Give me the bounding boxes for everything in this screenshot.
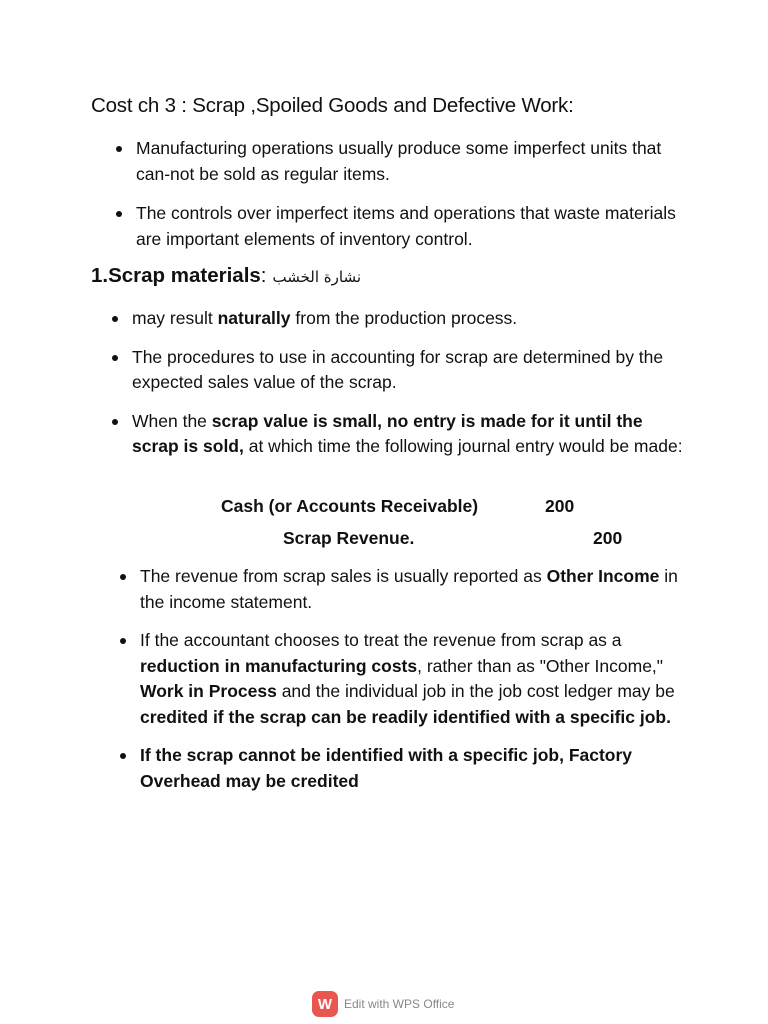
bullet-bold-text: If the scrap cannot be identified with a specific job, Factory Overhead may be credited <box>140 745 633 791</box>
bullet-dot <box>112 316 118 322</box>
bullet-text: may result <box>132 308 218 328</box>
list-item <box>140 564 700 615</box>
bullet-dot <box>120 638 126 644</box>
bullet-dot <box>112 419 118 425</box>
document-title: Cost ch 3 : Scrap ,Spoiled Goods and Defective Work: <box>91 94 574 117</box>
bullet-text: at which time the following journal entry would be made: <box>243 436 683 456</box>
bullet-text: , rather than as "Other Income," <box>417 655 663 676</box>
bullet-dot <box>120 753 126 759</box>
bullet-text: and the individual job in the job cost ledger may be <box>276 681 675 701</box>
bullet-dot <box>116 146 122 152</box>
journal-debit-account: Cash (or Accounts Receivable) <box>221 496 479 516</box>
wps-footer[interactable] <box>312 990 454 1018</box>
list-item <box>136 136 696 187</box>
journal-credit-amount: 200 <box>593 528 623 548</box>
bullet-text: When the <box>132 410 212 431</box>
bullet-text: from the production process. <box>290 308 518 328</box>
list-item <box>136 201 696 252</box>
bullet-bold-text: Other Income <box>546 566 660 586</box>
bullet-bold-text: Work in Process <box>140 681 277 701</box>
list-item <box>140 743 700 794</box>
list-item <box>140 628 700 730</box>
journal-credit-account: Scrap Revenue. <box>283 528 415 548</box>
bullet-text: The revenue from scrap sales is usually reported as <box>140 566 547 586</box>
bullet-text: The procedures to use in accounting for scrap are determined by the expected sales value of the scrap. <box>132 346 664 392</box>
arabic-translation: نشارة الخشب <box>272 268 362 286</box>
intro-bullet-list <box>136 136 696 252</box>
list-item <box>132 409 692 460</box>
bullet-dot <box>112 355 118 361</box>
journal-debit-amount: 200 <box>545 496 575 516</box>
section-colon: : <box>260 264 267 287</box>
list-item <box>132 306 692 332</box>
list-item <box>132 345 692 396</box>
bullet-text: Manufacturing operations usually produce some imperfect units that can-not be sold as regular items. <box>136 138 662 184</box>
wps-logo-icon: W <box>312 991 338 1017</box>
bullet-bold-text: scrap value is small, no entry is made for it until the scrap is sold, <box>132 410 643 456</box>
edit-with-wps-link[interactable]: Edit with WPS Office <box>344 997 455 1011</box>
bullet-bold-text: naturally <box>217 308 291 328</box>
bullet-bold-text: credited if the scrap can be readily identified with a specific job. <box>140 706 671 727</box>
bullet-text: If the accountant chooses to treat the revenue from scrap as a <box>140 630 622 650</box>
revenue-bullet-list <box>140 564 700 794</box>
bullet-bold-text: reduction in manufacturing costs <box>140 655 418 676</box>
scrap-bullet-list <box>132 306 692 460</box>
bullet-text: The controls over imperfect items and operations that waste materials are important elements of inventory control. <box>136 203 676 249</box>
section-heading <box>91 264 361 288</box>
section-title: 1.Scrap materials <box>91 264 261 287</box>
bullet-dot <box>120 574 126 580</box>
bullet-dot <box>116 211 122 217</box>
bullet-text: in the income statement. <box>140 566 678 612</box>
